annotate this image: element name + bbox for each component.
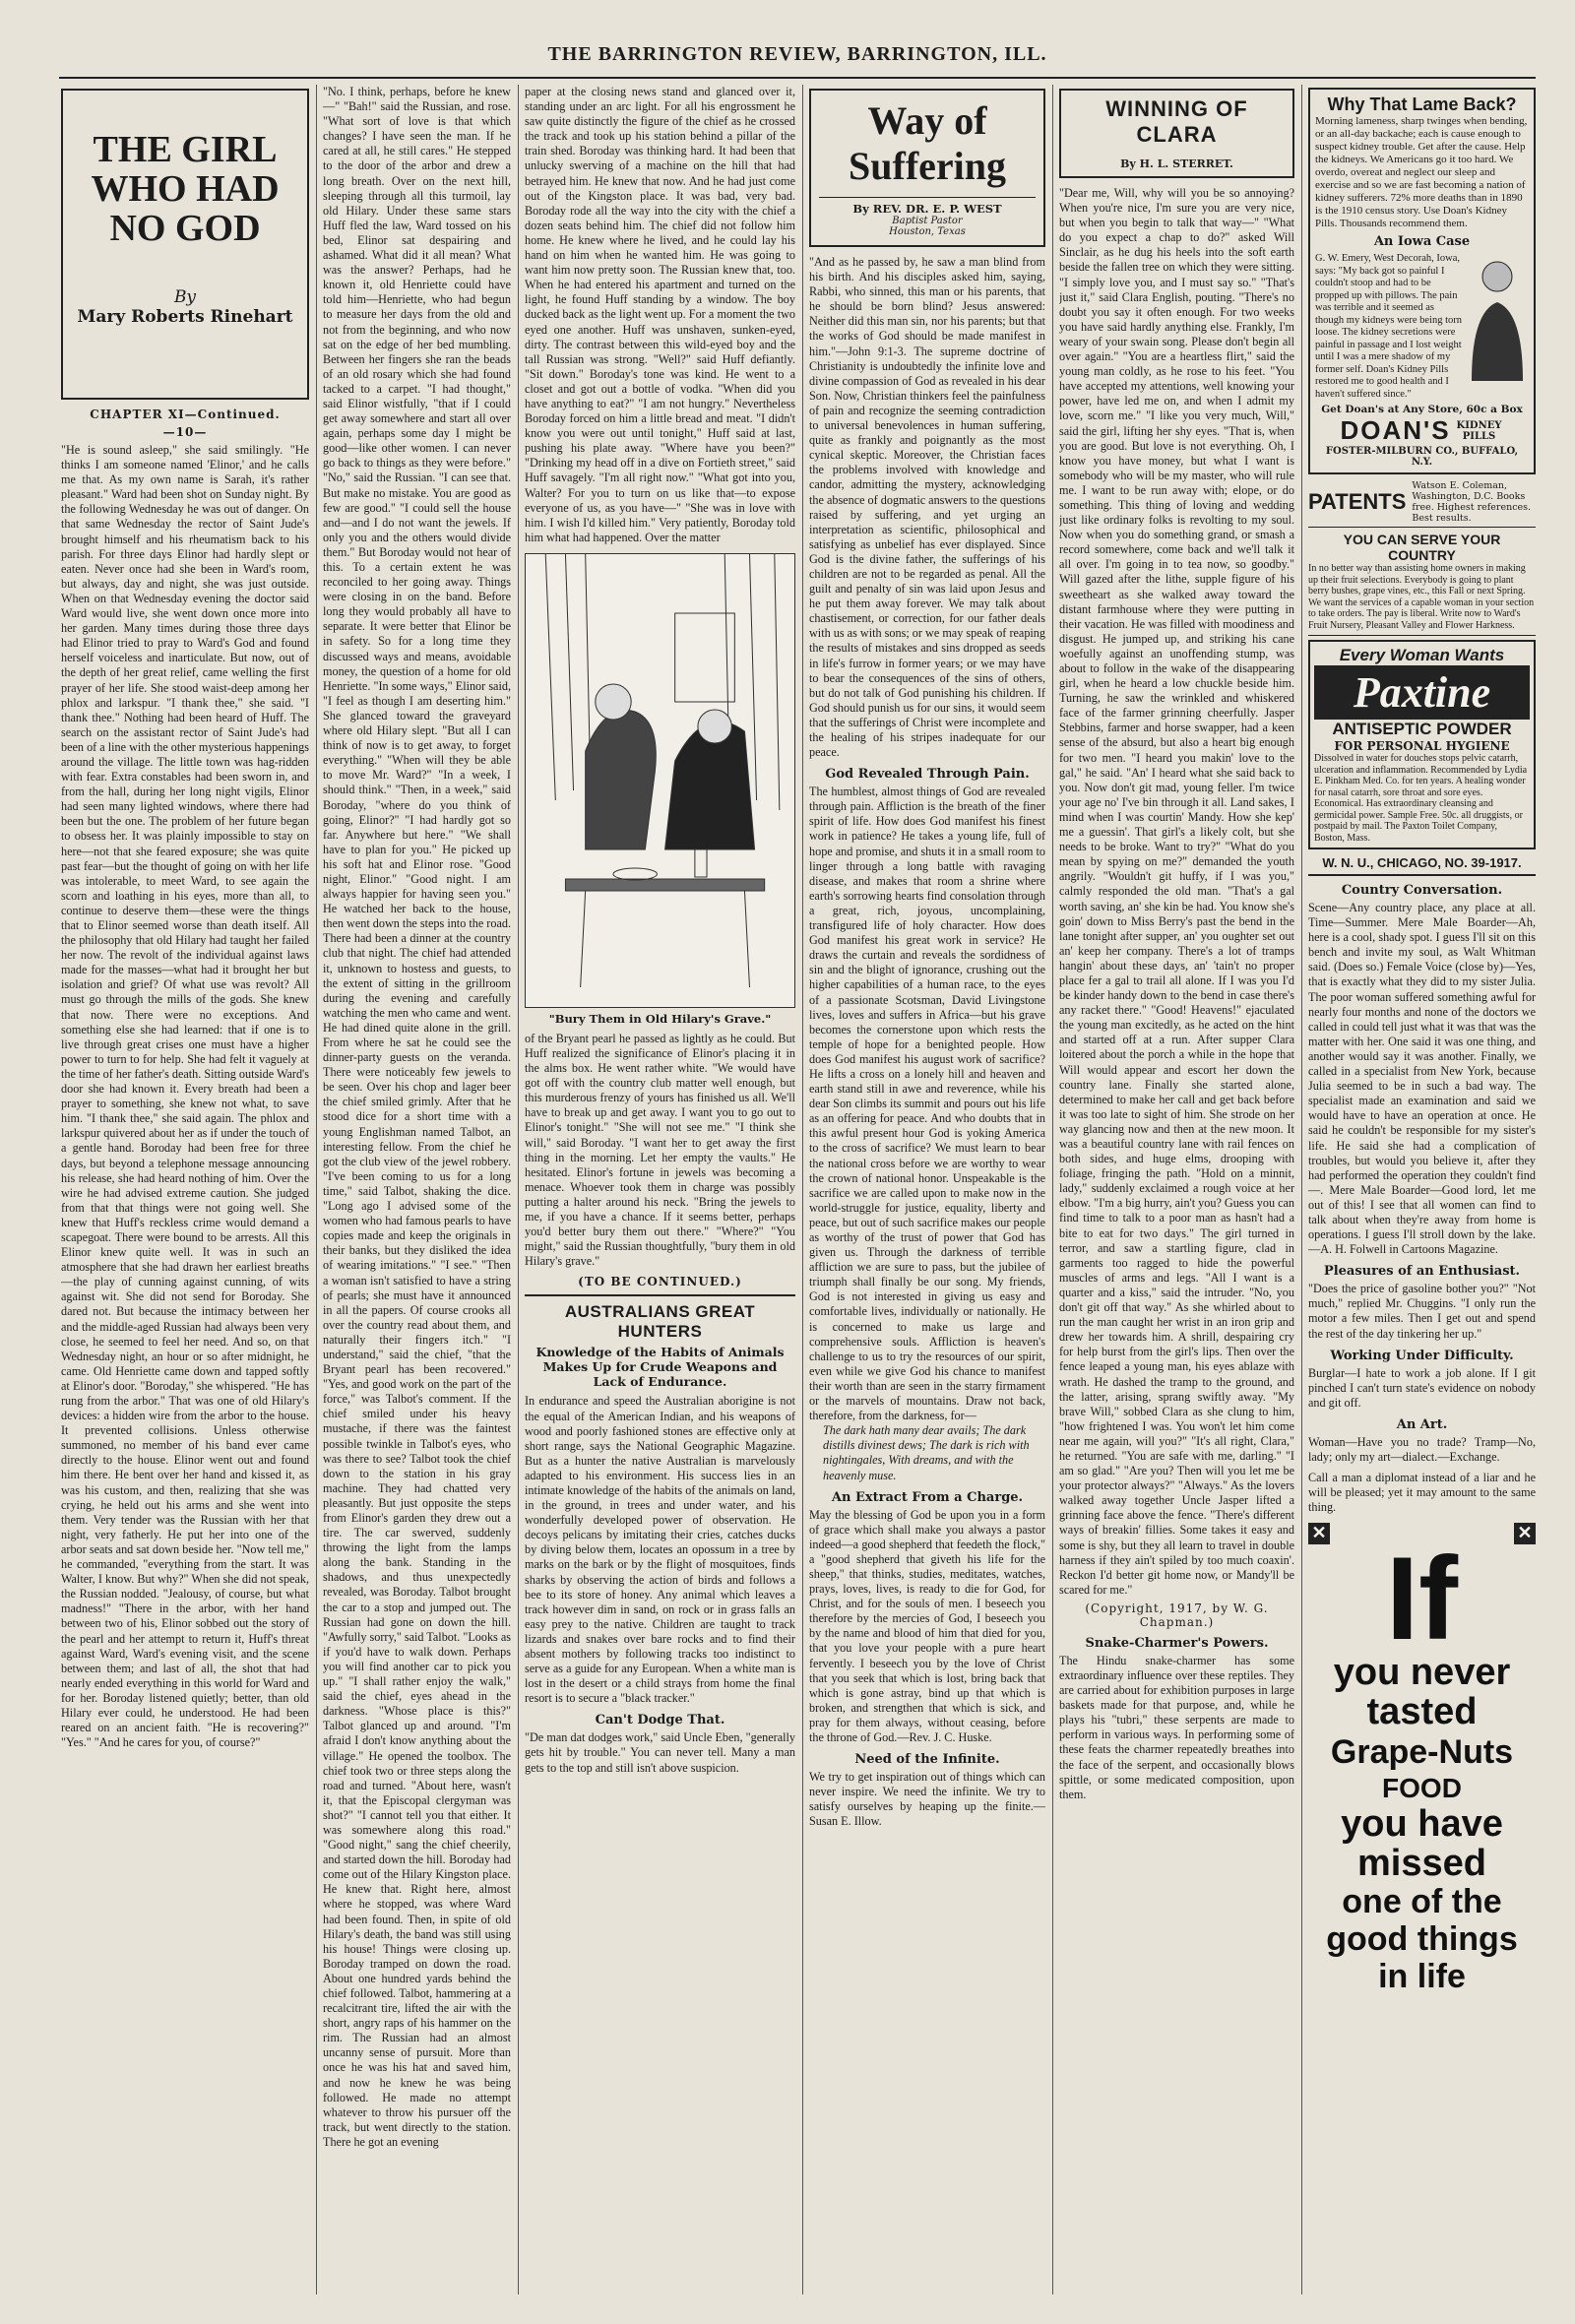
sermon-author: By REV. DR. E. P. WEST (852, 202, 1002, 216)
paxtine-text: Dissolved in water for douches stops pelvic catarrh, ulceration and inflammation. Recommended by Lydia E. Pinkham Med. Co. for ten years. A healing wonder for nasal catarrh, sore throat and sore eyes. Economical. Has extraordinary cleansing and germicidal power. Sample Free. 50c. all druggists, or postpaid by mail. The Paxton Toilet Company, Boston, Mass. (1314, 753, 1528, 844)
hunters-text: In endurance and speed the Australian aborigine is not the equal of the American Indian, and his weapons of wood and poorly fashioned stones are effective only at short range, says the National Geographic Magazine. But as a hunter the native Australian is marvelously adapted to his environment. His success lies in an intimate knowledge of the habits of the animals on land, in the ground, in trees and under water, and his wonderfully developed power of observation. He decoys pelicans by imitating their cries, catches ducks by diving below them, locates an opossum in a tree by marks on the bark or by the flight of mosquitoes, finds sharks by observing the action of birds and follows a bee to its store of honey. Any animal which leaves a track however dim in sand, on rock or in grass falls an easy prey to the native. Children are taught to track lizards and snakes over bare rocks and to find their absent mothers by following tracks too indistinct to serve as a guide for any European. When a white man is lost in the desert or a child strays from home the final resort is to secure a "black tracker." (525, 1394, 795, 1706)
sermon-heading-2: God Revealed Through Pain. (825, 767, 1030, 783)
masthead-rule (59, 77, 1536, 79)
infinite-text: We try to get inspiration out of things which can never inspire. We need the infinite. We try to satisfy ourselves by heaping up the finite.—Susan E. Illow. (809, 1770, 1045, 1829)
grape-nuts-line-5: you have (1341, 1803, 1503, 1846)
doans-case-title: An Iowa Case (1373, 234, 1471, 249)
doans-ad (1308, 88, 1536, 474)
story-text-col3: paper at the closing news stand and glanced over it, standing under an arc light. For all his engrossment he saw quite distinctly the figure of the chief as he crossed the track and took up his station behind a pillar of the train shed. Boroday was thinking hard. It had been that unlucky swerving of a machine on the hill that had betrayed him. He knew that now. And he had just come out of the Kingston place. It was bad, very bad. Boroday rode all the way into the city with the chief a dozen seats behind him. The chief did not follow him home. He knew where he lived, and he could lay his hand on him when he wanted him. He was going to want him now pretty soon. The Russian knew that, too. When he had entered his apartment and turned on the light, he found Huff standing by a window. The boy ducked back as the light went up. For a moment the two eyed one another. Huff was unshaven, sunken-eyed, dirty. The contrast between this wild-eyed boy and the tall Russian was strong. "Well?" said Huff defiantly. "Sit down." Boroday's tone was kind. He went to a closet and got out a bottle of vodka. "When did you have anything to eat?" "I am not hungry." Nevertheless Boroday forced on him a little bread and meat. "I didn't know you were out until tonight," Huff said at last, pushing his plate away. "Where have you been?" "Drinking my head off in a dive on Fortieth street," said Huff savagely. "I'm all right now." "What got into you, Walter? For you to turn on us like that—to expose everyone of us, as you have—" "She was in love with him. I wish I'd killed him." Very patiently, Boroday told him what had happened. Over the matter (525, 85, 795, 544)
separator (1308, 874, 1536, 876)
clara-author: By H. L. STERRET. (1120, 157, 1233, 170)
clara-text: "Dear me, Will, why will you be so annoying? When you're nice, I'm sure you are very nice, but when you begin to talk that way—" "What do you expect a chap to do?" asked Will Sinclair, as he dug his heels into the soft earth beside the fallen tree on which they were sitting. "I simply love you, and I must say so." "That's just it," said Clara English, pouting. "There's no doubt you say it often enough. For two weeks you have said hardly anything else. Frankly, I'm weary of your swain song. Please don't begin all over again." "You are a heartless flirt," said the young man coldly, as he rose to his feet. "You have accepted my attentions, well knowing your power, have led me on, and when I admit my love, scorn me." "I like you very much, Will," said the girl, lifting her shy eyes. "That is, when you are good. But love is not everything. Oh, I know you have money, but what I want is somebody who will be my master, who will rule me. I want to be run away with; elope, or do something. This thing of loving and wedding just like ordinary folks is revolting to my soul. Now when you do something grand, or smash a record somewhere, come back and we'll talk it all over. I'm going in to tea now, so goodby." Will gazed after the lithe, supple figure of his sweetheart as she walked away toward the distant farmhouse where they were putting in their vacation. He was filled with moodiness and disgust. He jumped up, and striking his cane woefully against an unoffending stump, was about to follow in the wake of the disappearing girl, when he heard a low chuckle beside him. Turning, he saw the wrinkled and whiskered face of the farmer grinning cheerfully. Jasper Stebbins, farmer and horse swapper, had a keen sense of the absurd, but also a heart big enough for two men. "I heard you makin' love to the gal," he said. "An' I heard what she said back to you. Now don't git mad, young feller. I'm twice your age no' I've bin through it all. Land sakes, I mind when I was courtin' Mandy. How she kep' me a guessin'. That girl's a likely colt, but she needs to be broke. Want to try?" "What do you mean by spying on me?" demanded the youth angrily. "Wouldn't git huffy, if I was you," calmly responded the old man. "That's a gal worth saving, an' she kin be had. You know she's goin' down to Miss Berry's past the bend in the lane tonight after supper, an' you oughter set out an' keep her company. There's a lot of tramps hangin' about these days, an' 'tain't no proper place fer a gal to trail all alone. If I was you I'd be kinder handy down to the bend in case there's any racket there." "Good! Heavens!" ejaculated the young man excitedly, as he acted on the hint and started off at a run. After supper Clara loitered about the porch a while in the hope that Will would appear and escort her down the country lane. Finally she started alone, determined to make her call and get back before it was too late to sight of him. She strode on her way glancing now and then at the new moon. It was a beautiful country lane with rail fences on both sides, and huge elms, drooping with foliage, fringing the path. "Hold on a minnit, lady," suddenly exclaimed a rough voice at her elbow. "I'm a big hurry, ain't you? Guess you can find time to talk to a poor man as hasn't had a bite to eat for two days." The girl turned in terror, and saw a startling figure, clad in garments too ragged to hide the powerful muscles of arms and legs. "All I want is a quarter and a kiss," said the intruder. "No, you don't git off that way." As she whirled about to run the man caught her wrist in an iron grip and drew her towards him. A shrill, despairing cry for help burst from the girl's lips. Then over the fence leaped a young man, his eyes ablaze with wrath. He dashed the tramp to the ground, and the latter, arising, sprang swiftly away. "My brave Will," sobbed Clara as she clung to him, "how frightened I was. You won't let him come near me again, will you?" "It's all right, Clara," he returned. "You are safe with me, darling." "I am so glad." "Are you? Then will you let me be your protector always?" "Always." As the lovers walked away together Uncle Jasper lifted a grinning face above the fence. "There's different ways of breakin' fillies. Some takes it easy and some is shy, but they all learn to travel in double harness if they ain't spiled by too much coaxin'. Reckon I'd better git home now, or Mandy'll be scared for me." (1059, 186, 1294, 1597)
column-rule (1052, 85, 1053, 2294)
patents-ad (1308, 480, 1536, 528)
story-text-col1: "He is sound asleep," she said smilingly. "He thinks I am someone named 'Elinor,' and he calls me that. As my own name is Sarah, it's rather pleasant." Ward had been shot on Sunday night. By the following Wednesday he was out of danger. On that same Wednesday the rector of Saint Jude's brought himself and his rheumatism back to his parish. For three days Elinor had hardly slept or eaten. Never once had she been in Ward's room, but always, day and night, she was just outside. When on that Wednesday evening the doctor said Ward would live, she went down once more into her garden. Many times during those three days had Elinor tried to pray to Ward's God and found herself voiceless and inarticulate. But now, out of the depth of her great relief, came welling the first prayer of her life. She stood waist-deep among her phlox and larkspur. "I thank thee," she said. "I thank thee." Nothing had been heard of Huff. The search on the assistant rector of Saint Jude's had been of a line with the other mysterious happenings around the village. The little town was hag-ridden with fear. Extra constables had been sworn in, and from the hall, during her long night vigils, Elinor had seen many lighted windows, where there had been but the one. The problem of her future began to obsess her. It was plainly impossible to stay on here—not that she feared exposure; she was quite past fear—but the thought of going on with her life was intolerable, to meet Ward, to see again the scorn and loathing in his eyes, more than all, to continue to deserve them—these were the things that to Elinor seemed worse than death itself. All the philosophy that old Hilary had taught her failed her now. The revolt of the individual against laws made for the masses—what had it brought her but isolation and grief? Of what use was revolt? All must go through the mills of the gods. She knew that now. There were no exceptions. And something else she had learned: that if one is to live through great crises one must have a higher power to turn to for help. She had felt it vaguely at the time of her father's death. Sitting outside Ward's door she had known it. Every breath had been a prayer to something, she knew not what, to save him. "I thank thee," she said again. The phlox and larkspur quivered about her as if under the touch of a gentle hand. Boroday had been free for three days, but beyond a telephone message announcing his release, she had heard nothing of him. Over the wire he had advised extreme caution. She judged from that that things were not going well. She knew that Huff's reckless crime would demand a scapegoat. There were bound to be arrests. All this Elinor knew quite well. It was in such an atmosphere that she had drawn her earliest breaths—the play of cunning against cunning, of wits against wit. She did not send for Boroday. She dared not. But because the intimacy between her and the middle-aged Russian had always been very close, he seemed to feel her need. And so, on that Wednesday night, an hour or so after midnight, he came. Old Henriette came down and tapped softly at Elinor's door. "Boroday," she whispered. "He has rung from the arbor." That was one of old Hilary's devices: a hidden wire from the arbor to the house. It prevented collisions. Unless otherwise summoned, no member of his band ever came directly to the house. Elinor went out and found him there. He bent over her hand and kissed it, as was his custom, and then, realizing that she was crying, he held out his arms and she went into them. Very tender was the Russian with her that night, very fatherly. He put her into one of the arbor seats and sat down beside her. "Now tell me," he commanded, "everything from the start. It was Walter, I know. But why?" When she did not speak, the Russian nodded. "Jealousy, of course, but what madness!" "There in the arbor, with her hand between two of his, Elinor sobbed out the story of the pearl and her attempt to return it, Huff's threat against Ward, Ward's evening visit, and the scene between them; and last of all, the shot that had nearly ended everything in this world for Ward and for her. Boroday listened quietly; better, than old Hilary ever could, he understood. He had been reared on an ancient faith. "He is recovering?" "Yes." "And he cares for you, of course?" (61, 443, 309, 1750)
snake-text: The Hindu snake-charmer has some extraordinary influence over these reptiles. They are carried about for exhibition purposes in large baskets made for that purpose, and, while he plays his "tubri," these serpents are made to perform in various ways. In performing some of these feats the charmer repeatedly breathes into the face of the serpent, and occasionally blows spittle, or some medicated composition, upon them. (1059, 1653, 1294, 1801)
column-3 (525, 85, 795, 2294)
doans-brand (1315, 415, 1529, 446)
quip-text: "De man dat dodges work," said Uncle Eben, "generally gets hit by trouble." You can never tell. Many a man gets to the top and still isn't above suspicion. (525, 1730, 795, 1775)
nursery-title: YOU CAN SERVE YOUR COUNTRY (1343, 532, 1501, 563)
difficulty-title: Working Under Difficulty. (1330, 1348, 1514, 1363)
column-rule (802, 85, 803, 2294)
grape-nuts-line-1: you never (1333, 1652, 1511, 1694)
column-6-ads (1308, 85, 1536, 2294)
sermon-text-2: The humblest, almost things of God are revealed through pain. Affliction is the breath of the finer spirit of life. How does God manifest his finest work in patience? He takes a young life, full of hope and promise, and shuts it in a small room to linger through a long battle with ravaging disease, and makes that room a shrine where earth's sorrowing hearts find consolation through a great, rich, joyous, uncomplaining, transfigured life of holy character. How does God manifest his great work in service? He draws the curtain and reveals the sordidness of sin and the blight of ignorance, crushing out the higher capabilities of a human race, to the eyes of a passionate Scotsman, David Livingstone lives, loves and suffers in Africa—but his grave becomes the cornerstone upon which rests the temple of hope for a benighted people. How does God manifest his august work of sacrifice? He lifts a cross on a lonely hill and heaven and earth stand still in awe and reverence, while his dear Son climbs its summit and pours out his life as an offering for peace. And who doubts that in this awful present hour God is yoking America to the cross of sacrifice? We must learn to bear the national cross before we are worthy to wear the crown of national honor. Unspeakable is the sacrifice we are called upon to make now in the world-struggle for justice, equality, liberty and peace, but out of such sacrifice makes our people as worthy of the trust of power that God has given us. Through the darkness of terrible affliction we are sure to pass, but the jubilee of triumph shall finally be our song. My friends, God is not interested in giving us easy and comfortable lives, individually or nationally. He is concerned to make us large and comprehensive souls. Affliction is heaven's challenge to us to try the resources of our spirit, even while we give God his chance to manifest their worth than are seen in the starry firmament or the marvels of mountains. Draw not back, therefore, from the darkness, for— (809, 785, 1045, 1423)
separator (525, 1294, 795, 1296)
paxtine-tagline: Every Woman Wants (1339, 646, 1505, 664)
art-title: An Art. (1396, 1416, 1448, 1432)
story-title-box (61, 89, 309, 400)
clara-copyright: (Copyright, 1917, by W. G. Chapman.) (1085, 1601, 1269, 1629)
illustration-caption: "Bury Them in Old Hilary's Grave." (548, 1011, 772, 1026)
chapter-number: —10— (162, 425, 208, 439)
column-rule (518, 85, 519, 2294)
paxtine-ad (1308, 640, 1536, 849)
nursery-text: In no better way than assisting home owners in making up their fruit selections. Everybody is going to plant berry bushes, grape vines, etc., this Fall or next Spring. We want the services of a capable woman in your section to take orders. The pay is liberal. Write now to Ward's Fruit Nursery, Pleasant Valley and Flower Harkness. (1308, 563, 1535, 631)
column-4 (809, 85, 1045, 2294)
nursery-ad (1308, 532, 1536, 636)
column-1 (61, 85, 309, 2294)
sermon-place: Houston, Texas (889, 226, 966, 237)
grape-nuts-line-9: in life (1378, 1958, 1466, 1996)
column-5 (1059, 85, 1294, 2294)
story-text-col3b: of the Bryant pearl he passed as lightly as he could. But Huff realized the significance of Elinor's placing it in the alms box. He went rather white. "We would have got off with the country club matter well enough, but this murderous frenzy of yours has finished us all. We'll have to break up and get away. I want you to go out to Elinor's tonight." "She will not see me." "I think she will," said Boroday. "I want her to get away the first thing in the morning. Let her empty the vaults." He hesitated. Elinor's fortune in jewels was becoming a menace. Whoever took them in charge was possibly putting a halter around his neck. "Bring the jewels to me, if you have a chance. If it seems better, perhaps you'd better bury them out there." "Where?" "You might," said the Russian thoughtfully, "bury them in old Hilary's grave." (525, 1031, 795, 1269)
byline-author: Mary Roberts Rinehart (77, 307, 293, 327)
to-be-continued: (TO BE CONTINUED.) (578, 1275, 742, 1289)
sermon-poem: The dark hath many dear avails; The dark distills divinest dews; The dark is rich with nightingales, With dreams, and with the heavenly muse. (823, 1423, 1030, 1482)
patents-text: Watson E. Coleman, Washington, D.C. Books free. Highest references. Best results. (1412, 480, 1532, 524)
sermon-title: Way of Suffering (849, 98, 1006, 188)
grape-nuts-line-3: Grape-Nuts (1330, 1733, 1514, 1772)
hunters-subtitle: Knowledge of the Habits of Animals Makes Up for Crude Weapons and Lack of Endurance. (536, 1345, 785, 1390)
doans-ad-title: Why That Lame Back? (1327, 94, 1517, 114)
doans-ad-text: Morning lameness, sharp twinges when bending, or an all-day backache; each is cause enough to suspect kidney trouble. Get after the cause. Help the kidneys. We Americans go it too hard. We overdo, overeat and neglect our sleep and exercise and so we are fast becoming a nation of kidney sufferers. 72% more deaths than in 1890 is the 1910 census story. Use Doan's Kidney Pills. Thousands recommend them. (1315, 115, 1528, 229)
story-title: THE GIRL WHO HAD NO GOD (91, 129, 280, 249)
sermon-text: "And as he passed by, he saw a man blind from his birth. And his disciples asked him, saying, Rabbi, who sinned, this man or his parents, that he should be born blind? Jesus answered: Neither did this man sin, nor his parents; but that the works of God should be made manifest in him."—John 9:1-3. The supreme doctrine of Christianity is undoubtedly the infinite love and divine compassion of God as revealed in his dear Son. Now, Christian thinkers feel the painfulness of pain and recognize the seeming contradiction to universal benevolences in human suffering, quite as frankly and poignantly as the most cynical skeptic. Moreover, the Christian faces the problems involved with knowledge and candor, admitting the mystery, acknowledging the absence of dogmatic answers to the questions raised by suffering, and yet urging an interpretation as scientific, philosophical and satisfying as unbelief has ever displayed. Since God is the divine father, the sufferings of his children are not to be regarded as penal. All the guilt and penalty of sin was laid upon Jesus and he put them away forever. We may talk about chastisement, or correction, for our father deals with us as with sons; or we may speak of reaping the results of mistakes and sins dropped as seeds in life's furrow in former years; or we may have to bear the consequences of the sins of others, but do not talk of God punishing his children. If God should punish us for our sins, it would seem that the sufferings of Christ were incomplete and the healing of his stripes inadequate for our peace. (809, 255, 1045, 760)
conversation-title: Country Conversation. (1341, 883, 1503, 898)
column-rule (316, 85, 317, 2294)
corner-x-icon: ✕ (1514, 1523, 1536, 1544)
grape-nuts-line-2: tasted (1366, 1691, 1478, 1733)
conversation-text: Scene—Any country place, any place at all. Time—Summer. Mere Male Boarder—Ah, here is a cool, shady spot. I guess I'll sit on this bench and invite my soul, as Walt Whitman said. (Does so.) Female Voice (close by)—Yes, that is exactly what they did to my sister Julia. The poor woman suffered something awful for nearly four months and none of the doctors we called in could tell just what it was that was the matter with her. One said it was one thing, and another would say it was another. Finally, we called in a specialist from New York, because Julia seemed to be in such a bad way. The specialist made an examination and said we would have to have an operation at once. He said he couldn't be responsible for my sister's life. He said she had a complication of troubles, but would you believe it, after they had performed the operation they couldn't find—. Mere Male Boarder—Good lord, let me out of this! I see that all women can find to talk about when they're away from home is operations. I guess I'll stroll down by the lake.—A. H. Folwell in Cartoons Magazine. (1308, 901, 1536, 1257)
grape-nuts-line-6: missed (1357, 1843, 1486, 1885)
story-text-col2: "No. I think, perhaps, before he knew—" "Bah!" said the Russian, and rose. "What sort of love is that which changes? I have seen the man. If he cared at all, he still cares." He stepped to the door of the arbor and drew a long breath. Over on the next hill, sleeping through all this turmoil, lay old Hilary. Under these same stars Huff fled the law, Ward tossed on his bed, Elinor sat despairing and ashamed. What did it all mean? What was the answer? Perhaps, had he known it, old Henriette could have told him—Henriette, who had begun to measure her days from the old and not from the beginning, and who now sat on the edge of her bed mumbling. Between her fingers she ran the beads of an old rosary which she had found tacked to a carpet. "I had thought," said Elinor wistfully, "that if I could get away somewhere and start all over again, perhaps some day I might be good—like other women. I can never go back to things as they were before." "No," said the Russian. "I can see that. But make no mistake. You are good as few are good." "I could sell the house and—and I do not want the jewels. If only you and the others would divide them." But Boroday would not hear of this. To a certain extent he was reconciled to her going away. Things were closing in on the band. Before long they would probably all have to separate. It were better that Elinor be in safety. So for a long time they discussed ways and means, avoidable money, the question of a home for old Henriette. "In some ways," Elinor said, "I feel as though I am deserting him." She glanced toward the graveyard where old Hilary slept. "But all I can think of now is to get away, to forget everything." "When will they be able to move Mr. Ward?" "In a week, I should think." "Then, in a week," said Boroday, "where do you think of going, Elinor?" "I had hardly got so far. Anywhere but here." "We shall have to plan for you." He picked up his soft hat and Elinor rose. "Good night, Elinor." "Good night. I am always happier for having seen you." He watched her back to the house, then went down the steps into the road. There had been a dinner at the country club that night. The chief had attended it, unknown to hostess and guests, to the extent of sitting in the grillroom during the evening and carefully watching the men who came and went. He had dined quite alone in the grill. From where he sat he could see the dinner-party guests on the veranda. There were noticeably few jewels to be seen. Over his chop and lager beer the chief smiled grimly. After that he stood dice for a short time with a young Englishman named Talbot, an interesting fellow. From the chief he got the club view of the jewel robbery. "I've been coming to us for a long time," said Talbot, shaking the dice. "Long ago I advised some of the women who had famous pearls to have copies made and keep the originals in their banks, but they disliked the idea of wearing imitations." "I see." "Then a woman isn't satisfied to have a string of pearls; she must have it announced in all the papers. Of course crooks all over the country read about them, and naturally their fingers itch." "I understand," said the chief, "that the Bryant pearl has been recovered." "Yes, and good work on the part of the force," was Talbot's comment. If the chief smiled under his heavy mustache, if there was the faintest possible twinkle in Talbot's eyes, who was there to see? Talbot took the chief down to the station in his gray machine. They had chatted very pleasantly. But just opposite the steps from Elinor's garden they drew out a tire. The car swerved, suddenly throwing the light from the lamps along the bank. Standing in the shadows, and thus unexpectedly revealed, was Boroday. Talbot brought the car to a stop and jumped out. The Russian had gone on down the hill. "Awfully sorry," said Talbot. "Looks as if you'd have to walk down. Perhaps you will find another car to pick you up." "I shall rather enjoy the walk," said the chief, eyes ahead in the darkness. "Whose place is this?" Talbot glanced up and around. "I'm afraid I don't know anything about the village." He opened the toolbox. The chief took two or three steps along the road and turned. "About here, wasn't it, that the Episcopal clergyman was shot?" "I cannot tell you that either. It was somewhere along this road." "Good night," sang the chief cheerily, and started down the hill. Boroday had come out of the Hilary Kingston place. He knew that. Right here, almost where he stopped, was where Ward had been found. Then, in spite of old Hilary's death, the band was still using his house! Things were closing up. Boroday tramped on down the road. About one hundred yards behind the chief followed. Talbot, hammering at a recalcitrant tire, lifted the air with the short, angry raps of his hammer on the rim. The Russian had an almost uncanny sense of pursuit. More than once he was his hat and saved him, and now he knew he was being followed. He made no attempt whatever to throw his pursuer off the track, but went directly to the station. There he got an evening (323, 85, 511, 2149)
diplomat-text: Call a man a diplomat instead of a liar and he will be pleased; yet it may amount to the same thing. (1308, 1471, 1536, 1515)
charge-text: May the blessing of God be upon you in a form of grace which shall make you always a pastor indeed—a good shepherd that feedeth the flock," a "good shepherd that giveth his life for the sheep," that thinks, studies, meditates, watches, prays, loves, lives, is ready to die for God, for Christ, and for the souls of men. I beseech you therefore by the mercies of God, I beseech you by the name and blood of him that died for you, that you love your people with a pure heart fervently. I beseech you by the love of Christ that you seek that which is lost, bring back that which is gone astray, bind up that which is broken, and strengthen that which is sick, and pray for them always, without ceasing, before the throne of God.—Rev. J. C. Huske. (809, 1507, 1045, 1744)
doans-company: FOSTER-MILBURN CO., BUFFALO, N.Y. (1325, 446, 1519, 468)
doans-case (1315, 253, 1529, 401)
grape-nuts-line-8: good things (1326, 1920, 1518, 1959)
wnu-line: W. N. U., CHICAGO, NO. 39-1917. (1322, 855, 1522, 870)
column-2 (323, 85, 511, 2294)
sermon-title-rule (819, 197, 1036, 198)
sermon-role: Baptist Pastor (892, 216, 963, 226)
masthead: THE BARRINGTON REVIEW, BARRINGTON, ILL. (547, 43, 1047, 65)
patents-title: PATENTS (1308, 489, 1407, 514)
doans-sub: KIDNEY PILLS (1456, 419, 1502, 442)
art-text: Woman—Have you no trade? Tramp—No, lady; only my art—dialect.—Exchange. (1308, 1434, 1536, 1464)
sermon-title-box (809, 89, 1045, 247)
doans-store: Get Doan's at Any Store, 60c a Box (1321, 404, 1523, 415)
hunters-title: AUSTRALIANS GREAT HUNTERS (564, 1302, 756, 1342)
grape-nuts-line-7: one of the (1342, 1883, 1502, 1921)
clara-title: WINNING OF CLARA (1105, 96, 1248, 147)
clara-title-box (1059, 89, 1294, 178)
charge-heading: An Extract From a Charge. (831, 1489, 1024, 1505)
paxtine-logo: Paxtine (1314, 665, 1530, 720)
enthusiast-title: Pleasures of an Enthusiast. (1323, 1264, 1521, 1280)
snake-heading: Snake-Charmer's Powers. (1085, 1635, 1269, 1651)
infinite-heading: Need of the Infinite. (854, 1752, 1000, 1768)
man-portrait-icon (1466, 253, 1529, 381)
grape-nuts-if: If (1385, 1533, 1459, 1665)
corner-x-icon: ✕ (1308, 1523, 1330, 1544)
quip-title: Can't Dodge That. (595, 1713, 725, 1728)
doans-name: DOAN'S (1340, 415, 1451, 445)
doans-case-text: G. W. Emery, West Decorah, Iowa, says: "My back got so painful I couldn't stoop and had to be propped up with pillows. The pain was terrible and it seemed as though my kidneys were being torn loose. The kidney secretions were painful in passage and I lost weight until I was a mere shadow of my former self. Doan's Kidney Pills restored me to good health and I haven't suffered since." (1315, 253, 1463, 400)
grape-nuts-ad (1308, 1523, 1536, 1995)
enthusiast-text: "Does the price of gasoline bother you?" "Not much," replied Mr. Chuggins. "I only run the motor a few miles. Then I get out and spend the rest of the day tinkering her up." (1308, 1282, 1536, 1341)
byline-by: By (173, 287, 197, 307)
column-rule (1301, 85, 1302, 2294)
illustration-drawing (526, 554, 794, 1007)
story-illustration (525, 553, 795, 1008)
grape-nuts-line-4: FOOD (1382, 1773, 1462, 1804)
paxtine-use: FOR PERSONAL HYGIENE (1334, 739, 1510, 753)
difficulty-text: Burglar—I hate to work a job alone. If I git pinched I can't turn state's evidence on nobody and git off. (1308, 1365, 1536, 1410)
paxtine-product: ANTISEPTIC POWDER (1332, 720, 1512, 738)
chapter-heading: CHAPTER XI—Continued. (90, 408, 281, 421)
